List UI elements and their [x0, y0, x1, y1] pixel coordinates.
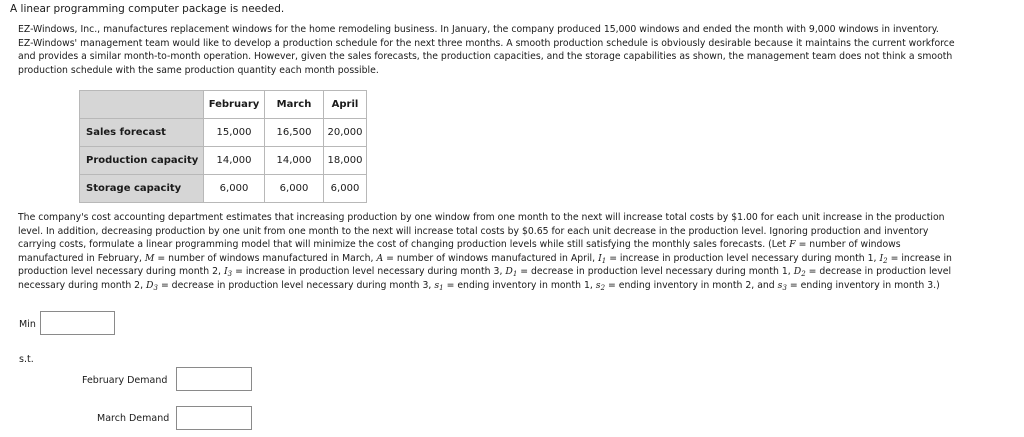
subscript: 3 — [227, 270, 233, 279]
instruction-line — [18, 252, 1022, 266]
subscript: 3 — [153, 283, 158, 292]
instruction-text: = ending inventory in month 1, — [446, 279, 593, 291]
instruction-text: necessary during month 2, — [18, 279, 144, 291]
subscript: 2 — [600, 283, 606, 292]
objective-input[interactable] — [40, 311, 115, 335]
instruction-text: = decrease in production level — [808, 266, 952, 278]
row-label-storage-capacity: Storage capacity — [80, 175, 204, 203]
table-cell: 6,000 — [265, 175, 324, 203]
instruction-line: level. In addition, decreasing production by one unit from one month to the next will increase total costs by $0.65 for each unit decrease in the production level. Ignoring production and inventory — [18, 225, 929, 237]
instruction-text: manufactured in February, — [18, 252, 142, 264]
february-demand-input[interactable] — [176, 367, 252, 391]
instruction-text: production level necessary during month 2, — [18, 266, 221, 278]
variable-I3 — [224, 266, 232, 277]
march-demand-input[interactable] — [176, 406, 252, 430]
instruction-text: = ending inventory in month 2, and — [608, 279, 775, 291]
instruction-text: = decrease in production level necessary during month 1, — [520, 266, 791, 278]
table-cell: 18,000 — [324, 147, 367, 175]
table-cell: 6,000 — [324, 175, 367, 203]
instruction-text: = increase in production level necessary during month 1, — [609, 252, 877, 264]
variable-I2 — [879, 253, 887, 264]
variable-M: M — [144, 252, 155, 264]
variable-letter: s — [595, 279, 601, 291]
variable-letter: D — [146, 279, 154, 291]
capacity-table — [79, 90, 367, 203]
variable-D3 — [146, 280, 158, 291]
subscript: 1 — [512, 270, 518, 279]
table-cell: 6,000 — [204, 175, 265, 203]
description-line: and provides a similar month-to-month operation. However, given the sales forecasts, the production capacities, and the storage capabilities as shown, the management team does not think a smooth — [18, 51, 953, 63]
variable-F: F — [789, 239, 796, 251]
variable-letter: I — [879, 252, 884, 264]
description-line: EZ-Windows, Inc., manufactures replacement windows for the home remodeling business. In January, the company produced 15,000 windows and ended the month with 9,000 windows in inventory. — [18, 24, 939, 35]
table-cell: 16,500 — [265, 119, 324, 147]
table-header-row — [80, 91, 367, 119]
subscript: 3 — [782, 283, 787, 292]
table-cell: 14,000 — [204, 147, 265, 175]
header-february: February — [204, 91, 265, 119]
instruction-text: = number of windows manufactured in March, — [157, 252, 374, 264]
instruction-text: = number of windows — [798, 239, 901, 251]
table-cell: 20,000 — [324, 119, 367, 147]
instruction-text: = decrease in production level necessary during month 3, — [160, 279, 432, 291]
variable-s3 — [778, 280, 787, 291]
min-label: Min — [19, 319, 36, 330]
table-row — [80, 175, 367, 203]
description-line: EZ-Windows' management team would like to develop a production schedule for the next three months. A smooth production schedule is obviously desirable because it maintains the current workforce — [18, 37, 955, 49]
problem-description — [18, 23, 1022, 77]
subscript: 1 — [439, 283, 444, 292]
subject-to-label: s.t. — [19, 354, 34, 365]
instruction-text: = increase in — [890, 252, 952, 264]
table-cell: 14,000 — [265, 147, 324, 175]
table-row — [80, 147, 367, 175]
variable-s1 — [434, 280, 443, 291]
variable-letter: I — [598, 252, 602, 264]
instruction-line — [18, 279, 1022, 293]
variable-s2 — [596, 280, 605, 291]
subscript: 2 — [883, 256, 888, 265]
description-line: production schedule with the same production quantity each month possible. — [18, 64, 379, 76]
subscript: 1 — [601, 256, 607, 265]
variable-letter: I — [223, 266, 228, 278]
instruction-line: The company's cost accounting department estimates that increasing production by one window from one month to the next will increase total costs by $1.00 for each unit increase in the production — [18, 212, 945, 223]
march-demand-label: March Demand — [97, 413, 170, 424]
variable-I1 — [598, 253, 606, 264]
intro-text: A linear programming computer package is needed. — [10, 3, 285, 15]
instruction-text: carrying costs, formulate a linear programming model that will minimize the cost of changing production levels while still satisfying the monthly sales forecasts. (Let — [18, 239, 787, 251]
variable-letter: s — [777, 279, 783, 291]
model-instructions — [18, 211, 1022, 293]
variable-D2 — [794, 266, 806, 277]
table-cell: 15,000 — [204, 119, 265, 147]
subscript: 2 — [801, 270, 806, 279]
header-march: March — [265, 91, 324, 119]
table-corner-cell — [80, 91, 204, 119]
instruction-text: = ending inventory in month 3.) — [789, 279, 940, 291]
variable-A: A — [376, 252, 384, 264]
instruction-line — [18, 238, 1022, 252]
header-april: April — [324, 91, 367, 119]
variable-D1 — [505, 266, 517, 277]
instruction-text: = number of windows manufactured in April, — [386, 252, 596, 264]
february-demand-label: February Demand — [82, 375, 168, 386]
instruction-line — [18, 265, 1022, 279]
row-label-sales-forecast: Sales forecast — [80, 119, 204, 147]
table-row — [80, 119, 367, 147]
variable-letter: D — [505, 266, 513, 278]
row-label-production-capacity: Production capacity — [80, 147, 204, 175]
variable-letter: D — [793, 266, 802, 278]
variable-letter: s — [434, 279, 440, 291]
instruction-text: = increase in production level necessary during month 3, — [235, 266, 503, 278]
